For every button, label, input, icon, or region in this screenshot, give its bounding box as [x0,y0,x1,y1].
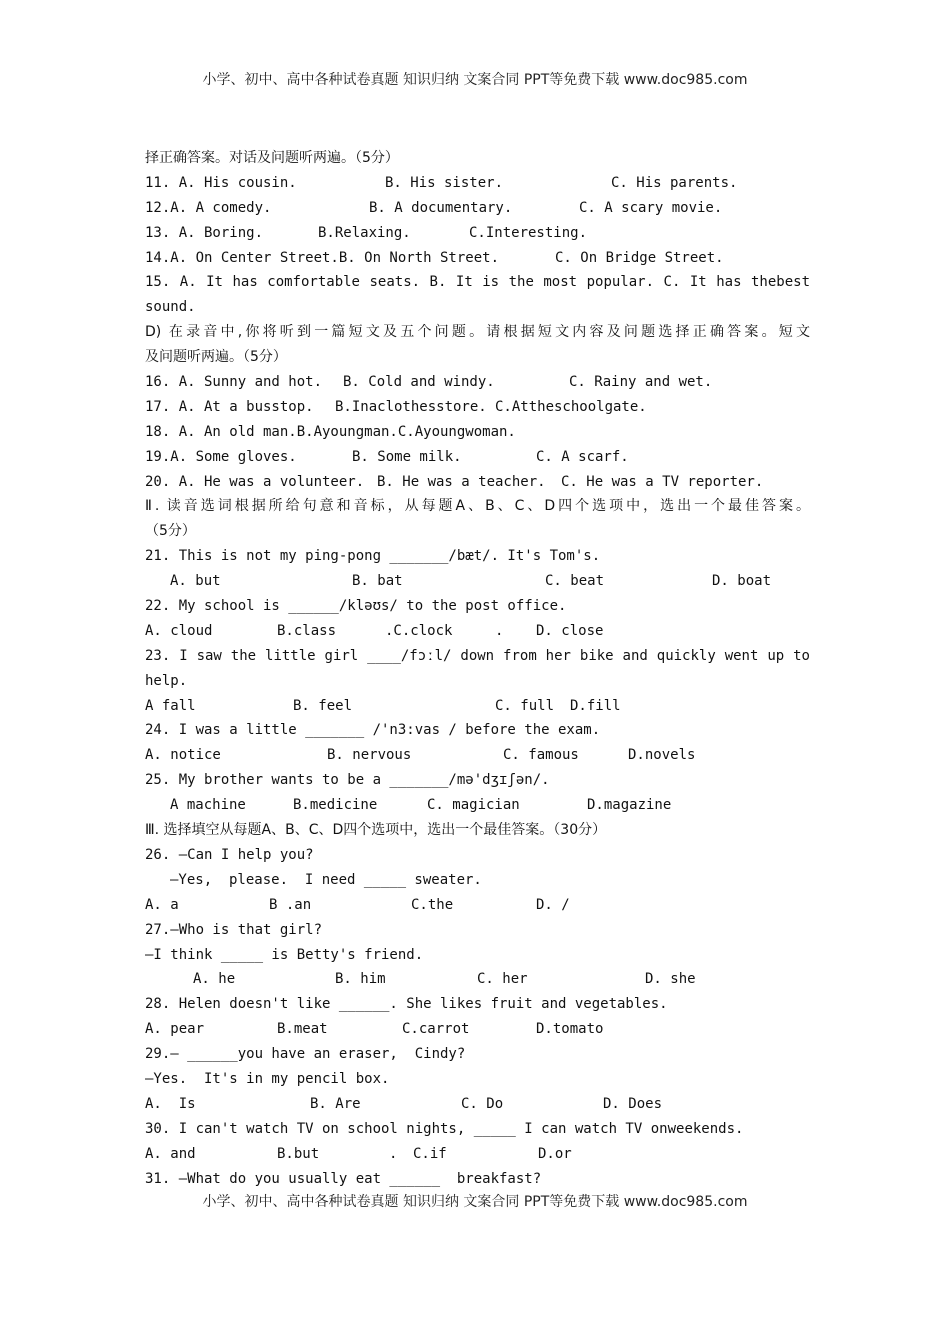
question-22-stem: 22. My school is ______/kləʊs/ to the post office. [145,598,567,615]
q28-option-b: B.meat [277,1021,328,1038]
q21-option-c: C. beat [545,573,605,590]
question-16 [145,370,810,395]
q30-option-c: C.if [413,1145,447,1162]
q28-option-d: D.tomato [536,1021,604,1038]
exam-content [145,146,810,1191]
question-29-options [145,1092,810,1117]
q30-option-b: B.but [277,1145,320,1162]
question-21-options [145,569,810,594]
q11-option-a: 11. A. His cousin. [145,174,297,191]
question-23-stem: 23. I saw the little girl ____/fɔːl/ down from her bike and quickly went up to [145,647,810,664]
question-28-stem: 28. Helen doesn't like ______. She likes fruit and vegetables. [145,996,668,1013]
q25-option-c: C. magician [427,797,520,814]
q16-option-a: 16. A. Sunny and hot. [145,374,323,391]
q27-option-b: B. him [335,971,386,988]
q23-option-d: D.fill [570,697,621,714]
question-27-options [145,967,810,992]
question-27-response: —I think _____ is Betty's friend. [145,946,424,963]
q22-option-d: D. close [536,622,604,639]
q26-option-d: D. / [536,896,570,913]
q29-option-d: D. Does [603,1095,663,1112]
q23-option-a: A fall [145,697,196,714]
question-25-stem: 25. My brother wants to be a _______/mə'dʒɪʃən/. [145,772,550,789]
q16-option-c: C. Rainy and wet. [569,374,713,391]
q29-option-c: C. Do [461,1095,504,1112]
q25-option-b: B.medicine [293,797,378,814]
q22-option-c: .C.clock [385,622,453,639]
page-header: 小学、初中、高中各种试卷真题 知识归纳 文案合同 PPT等免费下载 www.doc985.com [202,72,748,88]
q24-option-d: D.novels [628,747,696,764]
section-3-instruction: Ⅲ. 选择填空从每题A、B、C、D四个选项中，选出一个最佳答案。（30分） [145,822,607,839]
q17-option-c: C.Attheschoolgate. [495,398,647,415]
question-26-options [145,893,810,918]
question-23-stem-cont: help. [145,672,188,689]
q21-option-a: A. but [170,573,221,590]
q22-option-b: B.class [277,622,337,639]
question-21-stem: 21. This is not my ping-pong _______/bæt/. It's Tom's. [145,548,601,565]
q27-option-a: A. he [193,971,236,988]
question-25-options [145,793,810,818]
q24-option-a: A. notice [145,747,221,764]
q27-option-c: C. her [477,971,528,988]
question-26-stem: 26. —Can I help you? [145,846,314,863]
question-23-options [145,694,810,719]
question-14 [145,246,810,271]
q14-options-ab: 14.A. On Center Street.B. On North Street. [145,249,500,266]
q26-option-c: C.the [411,896,454,913]
q17-option-b: B.Inaclothesstore. [335,398,487,415]
q30-dot: . [389,1145,398,1162]
question-29-response: —Yes. It's in my pencil box. [145,1070,390,1087]
q25-option-d: D.magazine [587,797,672,814]
q30-option-d: D.or [538,1145,572,1162]
q28-option-a: A. pear [145,1021,205,1038]
question-19 [145,445,810,470]
q30-option-a: A. and [145,1145,196,1162]
q23-option-b: B. feel [293,697,353,714]
question-22-options [145,619,810,644]
q11-option-c: C. His parents. [611,174,738,191]
q12-option-b: B. A documentary. [369,199,513,216]
q28-option-c: C.carrot [402,1021,470,1038]
q19-option-a: 19.A. Some gloves. [145,448,297,465]
q26-option-b: B .an [269,896,312,913]
q21-option-b: B. bat [352,573,403,590]
q12-option-a: 12.A. A comedy. [145,199,272,216]
question-15-cont: sound. [145,299,196,316]
q13-option-a: 13. A. Boring. [145,224,264,241]
question-15: 15. A. It has comfortable seats. B. It is the most popular. C. It has thebest [145,274,810,291]
q24-option-c: C. famous [503,747,579,764]
page-footer: 小学、初中、高中各种试卷真题 知识归纳 文案合同 PPT等免费下载 www.doc985.com [202,1194,748,1210]
q20-option-c: C. He was a TV reporter. [561,473,764,490]
question-12 [145,196,810,221]
q13-option-b: B.Relaxing. [318,224,411,241]
q25-option-a: A machine [170,797,246,814]
q12-option-c: C. A scary movie. [579,199,723,216]
question-27-stem: 27.—Who is that girl? [145,921,323,938]
q26-option-a: A. a [145,896,179,913]
question-28-options [145,1017,810,1042]
question-30-stem: 30. I can't watch TV on school nights, _____ I can watch TV onweekends. [145,1120,744,1137]
q23-option-c: C. full [495,697,555,714]
section-2-instruction: Ⅱ. 读音选词根据所给句意和音标，从每题A、B、C、D四个选项中，选出一个最佳答案。 [145,498,810,515]
question-13 [145,221,810,246]
q24-option-b: B. nervous [327,747,412,764]
q17-option-a: 17. A. At a busstop. [145,398,314,415]
question-24-options [145,743,810,768]
question-11 [145,171,810,196]
section-2-instruction-cont: （5分） [145,523,196,540]
q19-option-b: B. Some milk. [352,448,462,465]
question-30-options [145,1142,810,1167]
q27-option-d: D. she [645,971,696,988]
question-24-stem: 24. I was a little _______ /'n3:vas / before the exam. [145,722,601,739]
q19-option-c: C. A scarf. [536,448,629,465]
part-c-instruction-tail: 择正确答案。对话及问题听两遍。（5分） [145,150,399,166]
question-26-response: —Yes, please. I need _____ sweater. [170,871,482,888]
question-17 [145,395,810,420]
q22-dot: . [495,622,504,639]
q11-option-b: B. His sister. [385,174,504,191]
part-d-instruction-cont: 及问题听两遍。（5分） [145,349,287,366]
q13-option-c: C.Interesting. [469,224,588,241]
q18-options: 18. A. An old man.B.Ayoungman.C.Ayoungwoman. [145,423,516,440]
question-18 [145,420,810,445]
q29-option-a: A. Is [145,1095,196,1112]
question-29-stem: 29.— ______you have an eraser, Cindy? [145,1046,466,1063]
q22-option-a: A. cloud [145,622,213,639]
part-d-instruction: D) 在录音中,你将听到一篇短文及五个问题。请根据短文内容及问题选择正确答案。短文 [145,324,810,341]
q20-option-b: B. He was a teacher. [377,473,546,490]
question-31-stem: 31. —What do you usually eat ______ breakfast? [145,1170,542,1187]
question-20 [145,470,810,495]
q20-option-a: 20. A. He was a volunteer. [145,473,365,490]
q16-option-b: B. Cold and windy. [343,374,495,391]
q21-option-d: D. boat [712,573,772,590]
q29-option-b: B. Are [310,1095,361,1112]
q14-option-c: C. On Bridge Street. [555,249,724,266]
